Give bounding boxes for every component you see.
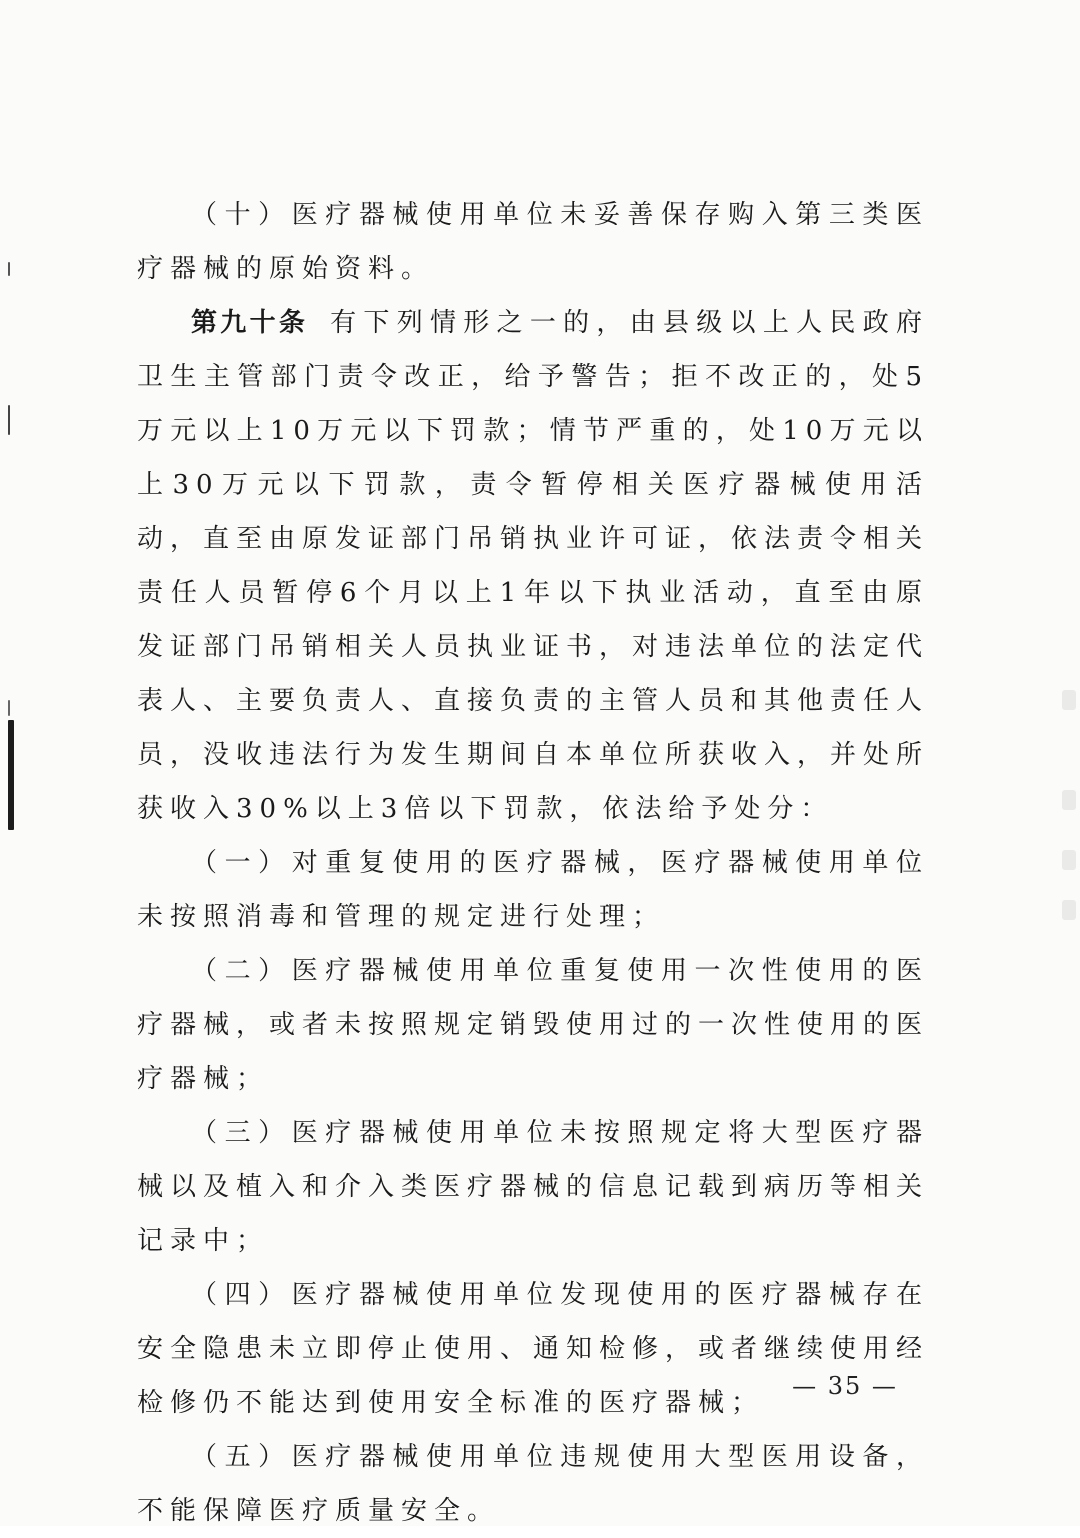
scan-artifact: [8, 405, 10, 435]
paragraph-item-1: （一）对重复使用的医疗器械，医疗器械使用单位未按照消毒和管理的规定进行处理；: [137, 848, 929, 932]
bleed-through-mark: [1062, 690, 1076, 710]
page-number: — 35 —: [792, 1372, 898, 1400]
article-title: 第九十条: [191, 308, 309, 338]
bleed-through-mark: [1062, 790, 1076, 810]
paragraph-item-5: （五）医疗器械使用单位违规使用大型医用设备，不能保障医疗质量安全。: [137, 1442, 929, 1526]
scan-artifact: [8, 262, 10, 276]
bleed-through-mark: [1062, 850, 1076, 870]
paragraph-item-2: （二）医疗器械使用单位重复使用一次性使用的医疗器械，或者未按照规定销毁使用过的一次性使用的医疗器械；: [137, 956, 930, 1094]
scan-artifact: [8, 700, 10, 716]
document-body: [137, 188, 929, 1538]
paragraph-item-10: （十）医疗器械使用单位未妥善保存购入第三类医疗器械的原始资料。: [137, 200, 929, 284]
article-90-paragraph: [137, 296, 929, 836]
bleed-through-mark: [1062, 900, 1076, 920]
scan-artifact: [8, 720, 14, 830]
paragraph-item-4: （四）医疗器械使用单位发现使用的医疗器械存在安全隐患未立即停止使用、通知检修，或者继续使用经检修仍不能达到使用安全标准的医疗器械；: [137, 1280, 930, 1418]
article-90-text: 有下列情形之一的，由县级以上人民政府卫生主管部门责令改正，给予警告；拒不改正的，处5万元以上10万元以下罚款；情节严重的，处10万元以上30万元以下罚款，责令暂停相关医疗器械使用活动，直至由原发证部门吊销执业许可证，依法责令相关责任人员暂停6个月以上1年以下执业活动，直至由原发证部门吊销相关人员执业证书，对违法单位的法定代表人、主要负责人、直接负责的主管人员和其他责任人员，没收违法行为发生期间自本单位所获收入，并处所获收入30%以上3倍以下罚款，依法给予处分：: [137, 308, 930, 824]
paragraph-item-3: （三）医疗器械使用单位未按照规定将大型医疗器械以及植入和介入类医疗器械的信息记载到病历等相关记录中；: [137, 1118, 930, 1256]
